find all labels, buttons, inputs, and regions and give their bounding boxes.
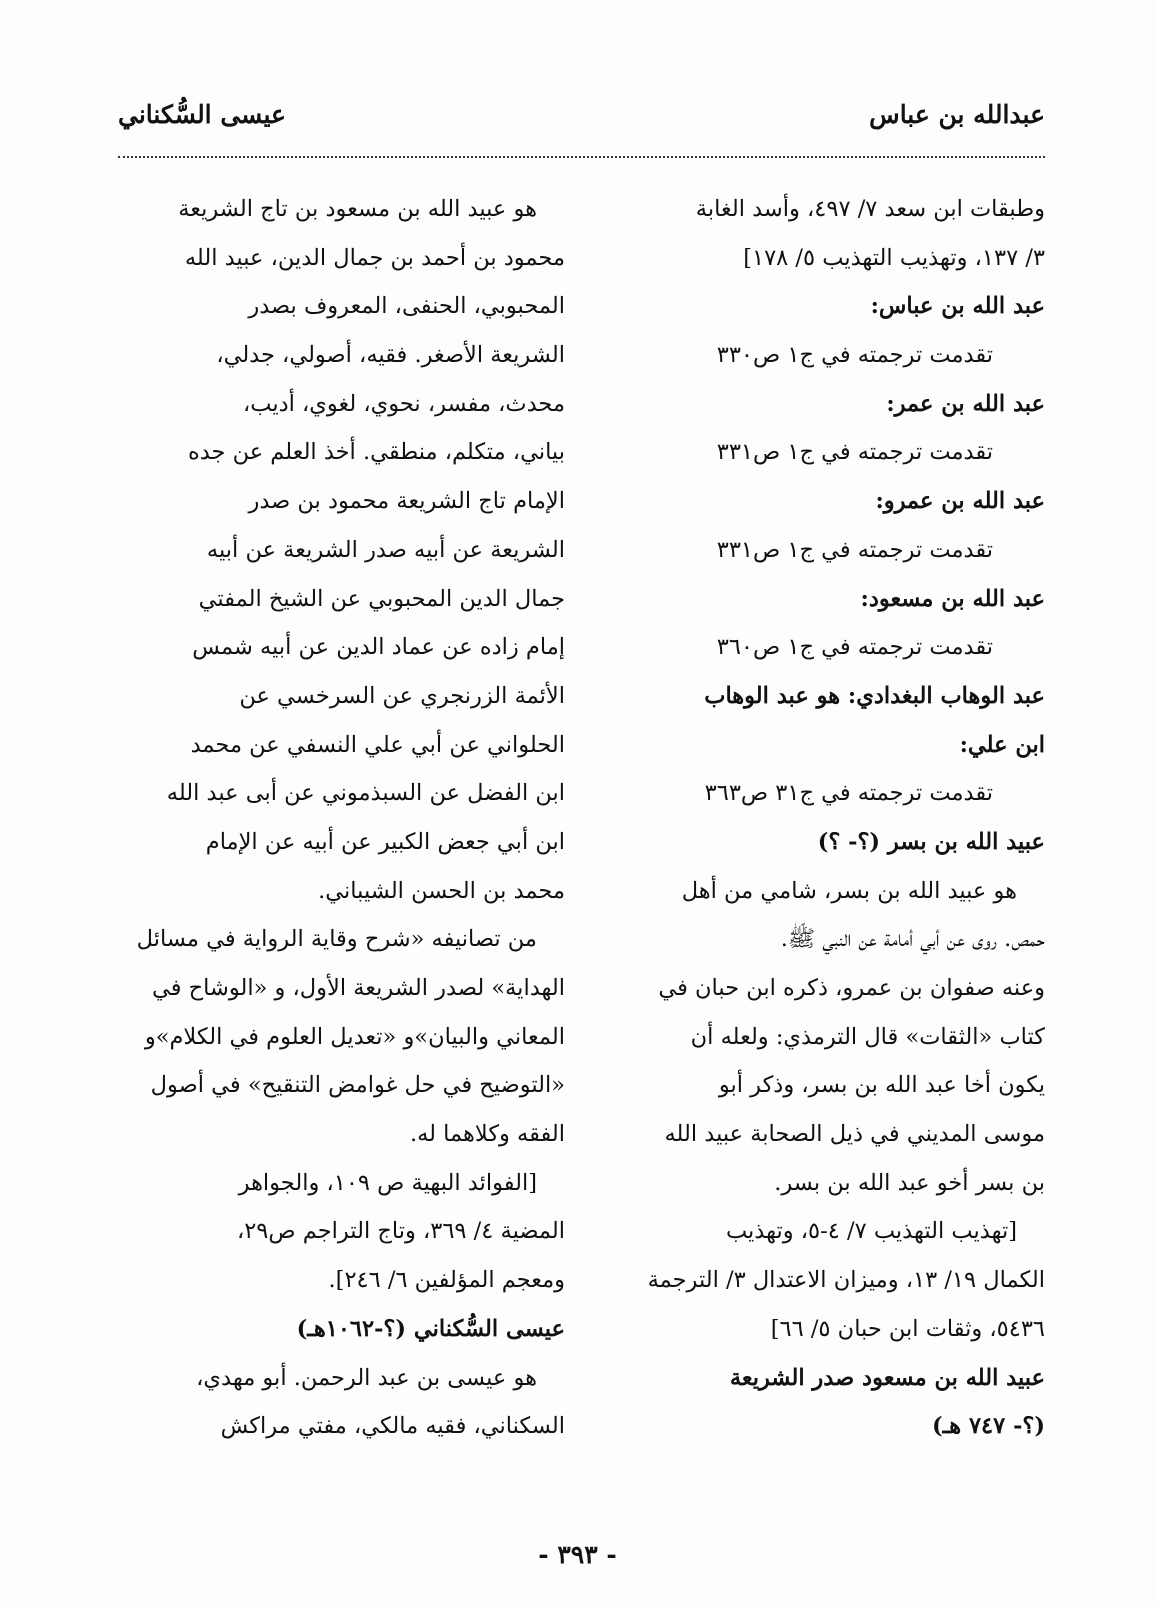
text-line: تقدمت ترجمته في ج٣١ ص٣٦٣ xyxy=(704,780,993,807)
text-line: يكون أخا عبد الله بن بسر، وذكر أبو xyxy=(718,1072,1045,1099)
text-line: تقدمت ترجمته في ج١ ص٣٣١ xyxy=(716,536,993,563)
text-line: بياني، متكلم، منطقي. أخذ العلم عن جده xyxy=(187,439,565,466)
entry-heading: عيسى السُّكناني (؟-١٠٦٢هـ) xyxy=(296,1315,565,1342)
entry-heading: عبد الله بن مسعود: xyxy=(860,585,1045,612)
text-line: جمال الدين المحبوبي عن الشيخ المفتي xyxy=(198,585,565,612)
text-line: محمود بن أحمد بن جمال الدين، عبيد الله xyxy=(184,244,565,271)
text-line: الأئمة الزرنجري عن السرخسي عن xyxy=(239,682,565,709)
entry-heading: ابن علي: xyxy=(959,731,1045,758)
text-line: «التوضيح في حل غوامض التنقيح» في أصول xyxy=(150,1072,565,1099)
text-line: تقدمت ترجمته في ج١ ص٣٦٠ xyxy=(716,634,993,661)
text-line: هو عبيد الله بن مسعود بن تاج الشريعة xyxy=(178,196,537,222)
text-line: المضية ٤/ ٣٦٩، وتاج التراجم ص٢٩، xyxy=(236,1218,565,1245)
page-number: - ٣٩٣ - xyxy=(538,1540,617,1569)
text-line: السكناني، فقيه مالكي، مفتي مراكش xyxy=(220,1413,565,1440)
text-line: إمام زاده عن عماد الدين عن أبيه شمس xyxy=(192,634,565,661)
text-line: بن بسر أخو عبد الله بن بسر. xyxy=(774,1169,1045,1196)
entry-heading: عبد الله بن عمر: xyxy=(886,390,1045,417)
header-divider xyxy=(118,156,1045,158)
text-line: ومعجم المؤلفين ٦/ ٢٤٦]. xyxy=(328,1267,565,1294)
text-line: ابن الفضل عن السبذموني عن أبى عبد الله xyxy=(166,780,565,807)
text-line: موسى المديني في ذيل الصحابة عبيد الله xyxy=(664,1121,1045,1148)
entry-heading: عبيد الله بن مسعود صدر الشريعة xyxy=(729,1364,1045,1391)
header-right-title: عبدالله بن عباس xyxy=(869,100,1045,129)
text-line: الشريعة الأصغر. فقيه، أصولي، جدلي، xyxy=(216,342,565,369)
entry-heading: عبد الله بن عباس: xyxy=(870,293,1045,320)
text-line: وعنه صفوان بن عمرو، ذكره ابن حبان في xyxy=(658,975,1045,1001)
text-line: الكمال ١٩/ ١٣، وميزان الاعتدال ٣/ الترجمة xyxy=(647,1267,1045,1294)
text-line: محمد بن الحسن الشيباني. xyxy=(318,877,565,904)
text-line: المعاني والبيان»و «تعديل العلوم في الكلام»و xyxy=(144,1023,565,1050)
entry-heading: عبد الله بن عمرو: xyxy=(875,488,1045,515)
text-line: هو عيسى بن عبد الرحمن. أبو مهدي، xyxy=(196,1364,537,1391)
text-line: حمص. روى عن أبي أمامة عن النبي ﷺ. xyxy=(780,926,1045,953)
text-line: الشريعة عن أبيه صدر الشريعة عن أبيه xyxy=(206,536,565,563)
running-header xyxy=(118,100,1045,146)
text-line: المحبوبي، الحنفى، المعروف بصدر xyxy=(248,293,565,320)
text-line: الهداية» لصدر الشريعة الأول، و «الوشاح في xyxy=(151,975,565,1001)
entry-heading: عبيد الله بن بسر (؟- ؟) xyxy=(817,828,1045,855)
header-left-title: عيسى السُّكناني xyxy=(118,100,286,129)
text-line: [الفوائد البهية ص ١٠٩، والجواهر xyxy=(238,1169,537,1196)
text-line: تقدمت ترجمته في ج١ ص٣٣١ xyxy=(716,439,993,466)
text-line: ٣/ ١٣٧، وتهذيب التهذيب ٥/ ١٧٨] xyxy=(743,244,1045,271)
text-line: الإمام تاج الشريعة محمود بن صدر xyxy=(248,488,565,515)
text-line: ابن أبي جعض الكبير عن أبيه عن الإمام xyxy=(205,828,565,855)
text-line: تقدمت ترجمته في ج١ ص٣٣٠ xyxy=(716,342,993,369)
text-line: [تهذيب التهذيب ٧/ ٤-٥، وتهذيب xyxy=(725,1218,1017,1245)
entry-heading: عبد الوهاب البغدادي: هو عبد الوهاب xyxy=(704,682,1045,709)
text-line: ٥٤٣٦، وثقات ابن حبان ٥/ ٦٦] xyxy=(770,1315,1045,1342)
text-line: كتاب «الثقات» قال الترمذي: ولعله أن xyxy=(690,1023,1045,1050)
text-line: وطبقات ابن سعد ٧/ ٤٩٧، وأسد الغابة xyxy=(695,196,1045,222)
text-line: محدث، مفسر، نحوي، لغوي، أديب، xyxy=(243,390,565,417)
text-line: الحلواني عن أبي علي النسفي عن محمد xyxy=(190,731,565,758)
left-text-column xyxy=(118,185,565,1451)
text-line: الفقه وكلاهما له. xyxy=(409,1121,565,1148)
right-text-column xyxy=(605,185,1045,1451)
text-line: هو عبيد الله بن بسر، شامي من أهل xyxy=(681,877,1017,904)
text-line: من تصانيفه «شرح وقاية الرواية في مسائل xyxy=(136,926,537,953)
entry-heading: (؟- ٧٤٧ هـ) xyxy=(932,1413,1045,1440)
